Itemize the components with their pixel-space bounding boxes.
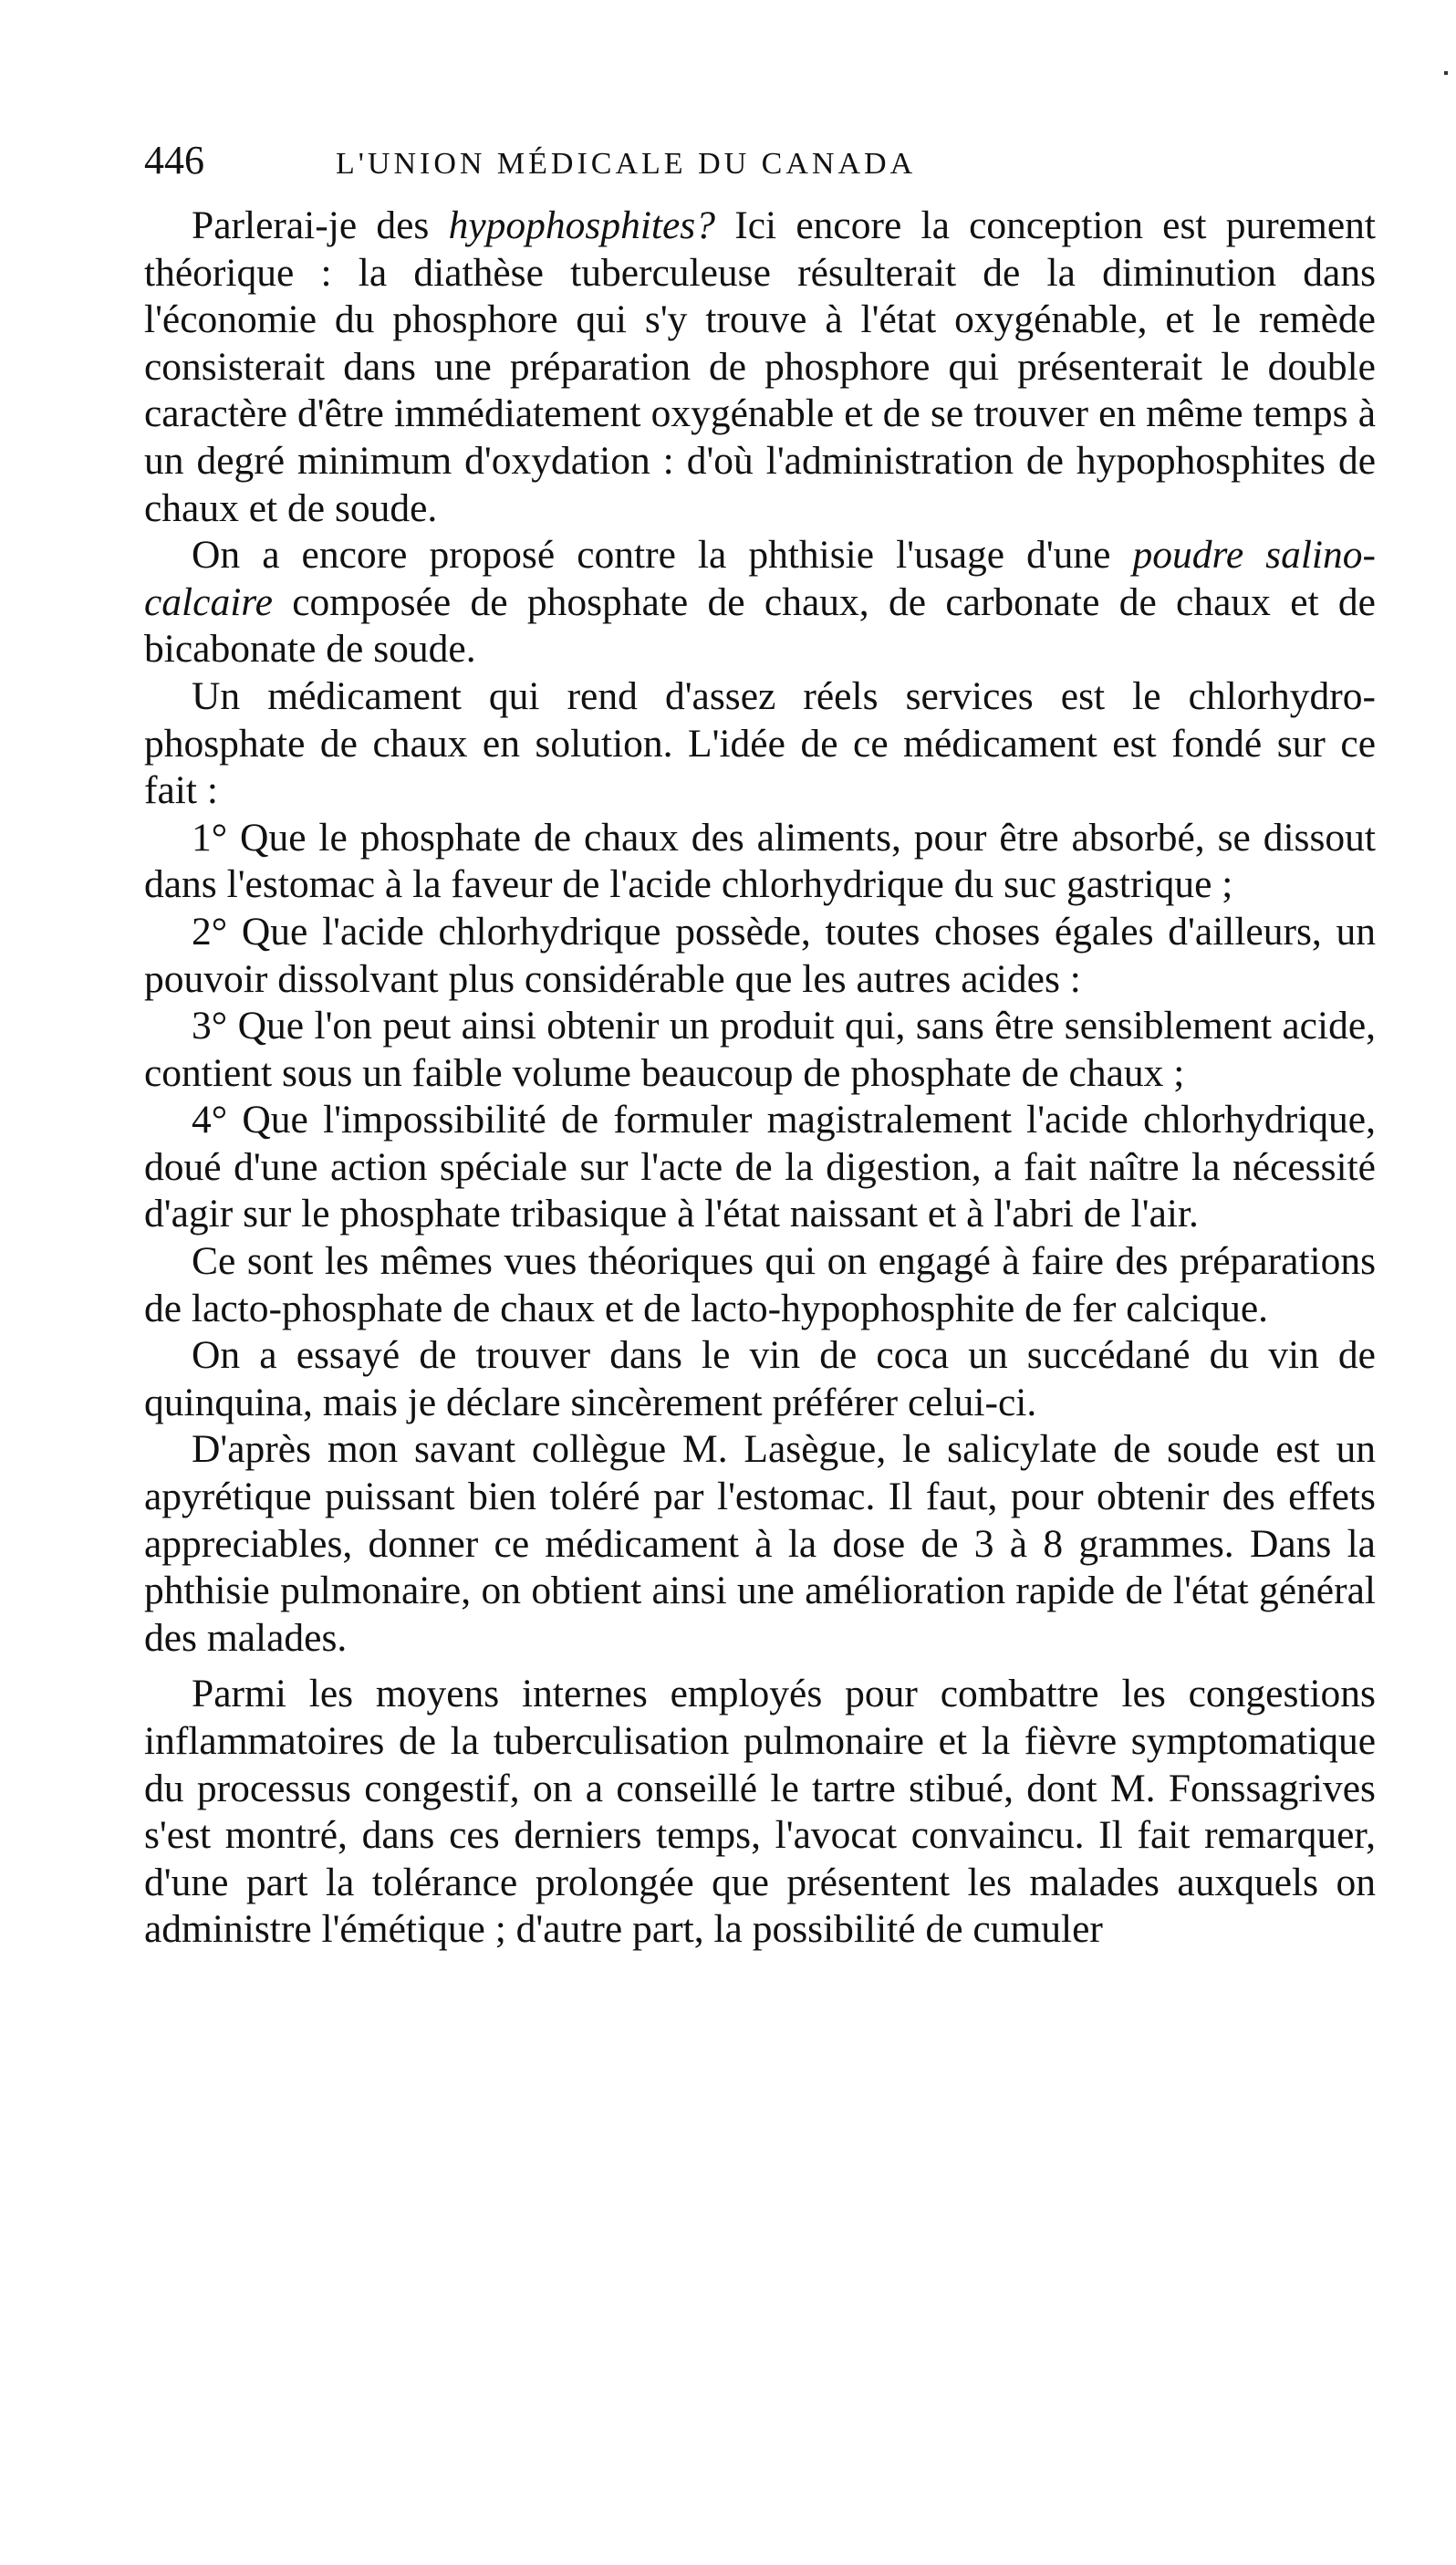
list-item-3: 3° Que l'on peut ainsi obtenir un produit qui, sans être sensiblement acide, contient sous un faible volume beaucoup de phosphate de chaux ; [144,1004,1376,1095]
list-item-4: 4° Que l'impossibilité de formuler magistralement l'acide chlorhydrique, doué d'une action spéciale sur l'acte de la digestion, a fait naître la nécessité d'agir sur le phosphate tribasique à l'état naissant et à l'abri de l'air. [144,1098,1376,1236]
page-number: 446 [144,138,204,182]
paragraph-tartre-stibue: Parmi les moyens internes employés pour combattre les congestions inflammatoires de la tuberculisation pulmonaire et la fièvre symptomatique du processus congestif, on a conseillé le tartre stibué, dont M. Fonssagrives s'est montré, dans ces derniers temps, l'avocat convaincu. Il fait remarquer, d'une part la tolérance prolongée que présentent les malades auxquels on administre l'émétique ; d'autre part, la possibilité de cumuler [144,1672,1376,1952]
list-item-1: 1° Que le phosphate de chaux des aliments, pour être absorbé, se dissout dans l'estomac à la faveur de l'acide chlorhydrique du suc gastrique ; [144,815,1376,907]
paragraph-text: Ici encore la conception est purement théorique : la diathèse tuberculeuse résulterait de la diminution dans l'économie du phosphore qui s'y trouve à l'état oxygénable, et le remède consisterait dans une préparation de phosphore qui présenterait le double caractère d'être immédiatement oxygénable et de se trouver en même temps à un degré minimum d'oxydation : d'où l'administration de hypophosphites de chaux et de soude. [144,203,1376,530]
paragraph-text: On a encore proposé contre la phthisie l'usage d'une [192,533,1133,578]
paragraph-vin-de-coca: On a essayé de trouver dans le vin de coca un succédané du vin de quinquina, mais je déclare sincèrement préférer celui-ci. [144,1333,1376,1424]
italic-term: hypophosphites? [448,203,715,247]
list-item-2: 2° Que l'acide chlorhydrique possède, toutes choses égales d'ailleurs, un pouvoir dissolvant plus considérable que les autres acides : [144,909,1376,1001]
paragraph-poudre [144,532,1376,673]
book-page [144,137,1376,1954]
running-head [144,137,1376,192]
paragraph-chlorhydro-phosphate: Un médicament qui rend d'assez réels services est le chlorhydro-phosphate de chaux en solution. L'idée de ce médicament est fondé sur ce fait : [144,673,1376,813]
italic-term: poudre salino-calcaire [144,533,1376,624]
body-text [144,203,1376,1954]
paragraph-lacto-phosphate: Ce sont les mêmes vues théoriques qui on engagé à faire des préparations de lacto-phosphate de chaux et de lacto-hypophosphite de fer calcique. [144,1239,1376,1330]
paragraph-hypophosphites [144,203,1376,532]
journal-title: L'UNION MÉDICALE DU CANADA [336,147,917,181]
paragraph-text: composée de phosphate de chaux, de carbonate de chaux et de bicabonate de soude. [144,579,1376,672]
paragraph-text: Parlerai-je des [192,203,449,247]
scan-speck [1444,71,1448,75]
paragraph-salicylate: D'après mon savant collègue M. Lasègue, le salicylate de soude est un apyrétique puissant bien toléré par l'estomac. Il faut, pour obtenir des effets appreciables, donner ce médicament à la dose de 3 à 8 grammes. Dans la phthisie pulmonaire, on obtient ainsi une amélioration rapide de l'état général des malades. [144,1427,1376,1660]
